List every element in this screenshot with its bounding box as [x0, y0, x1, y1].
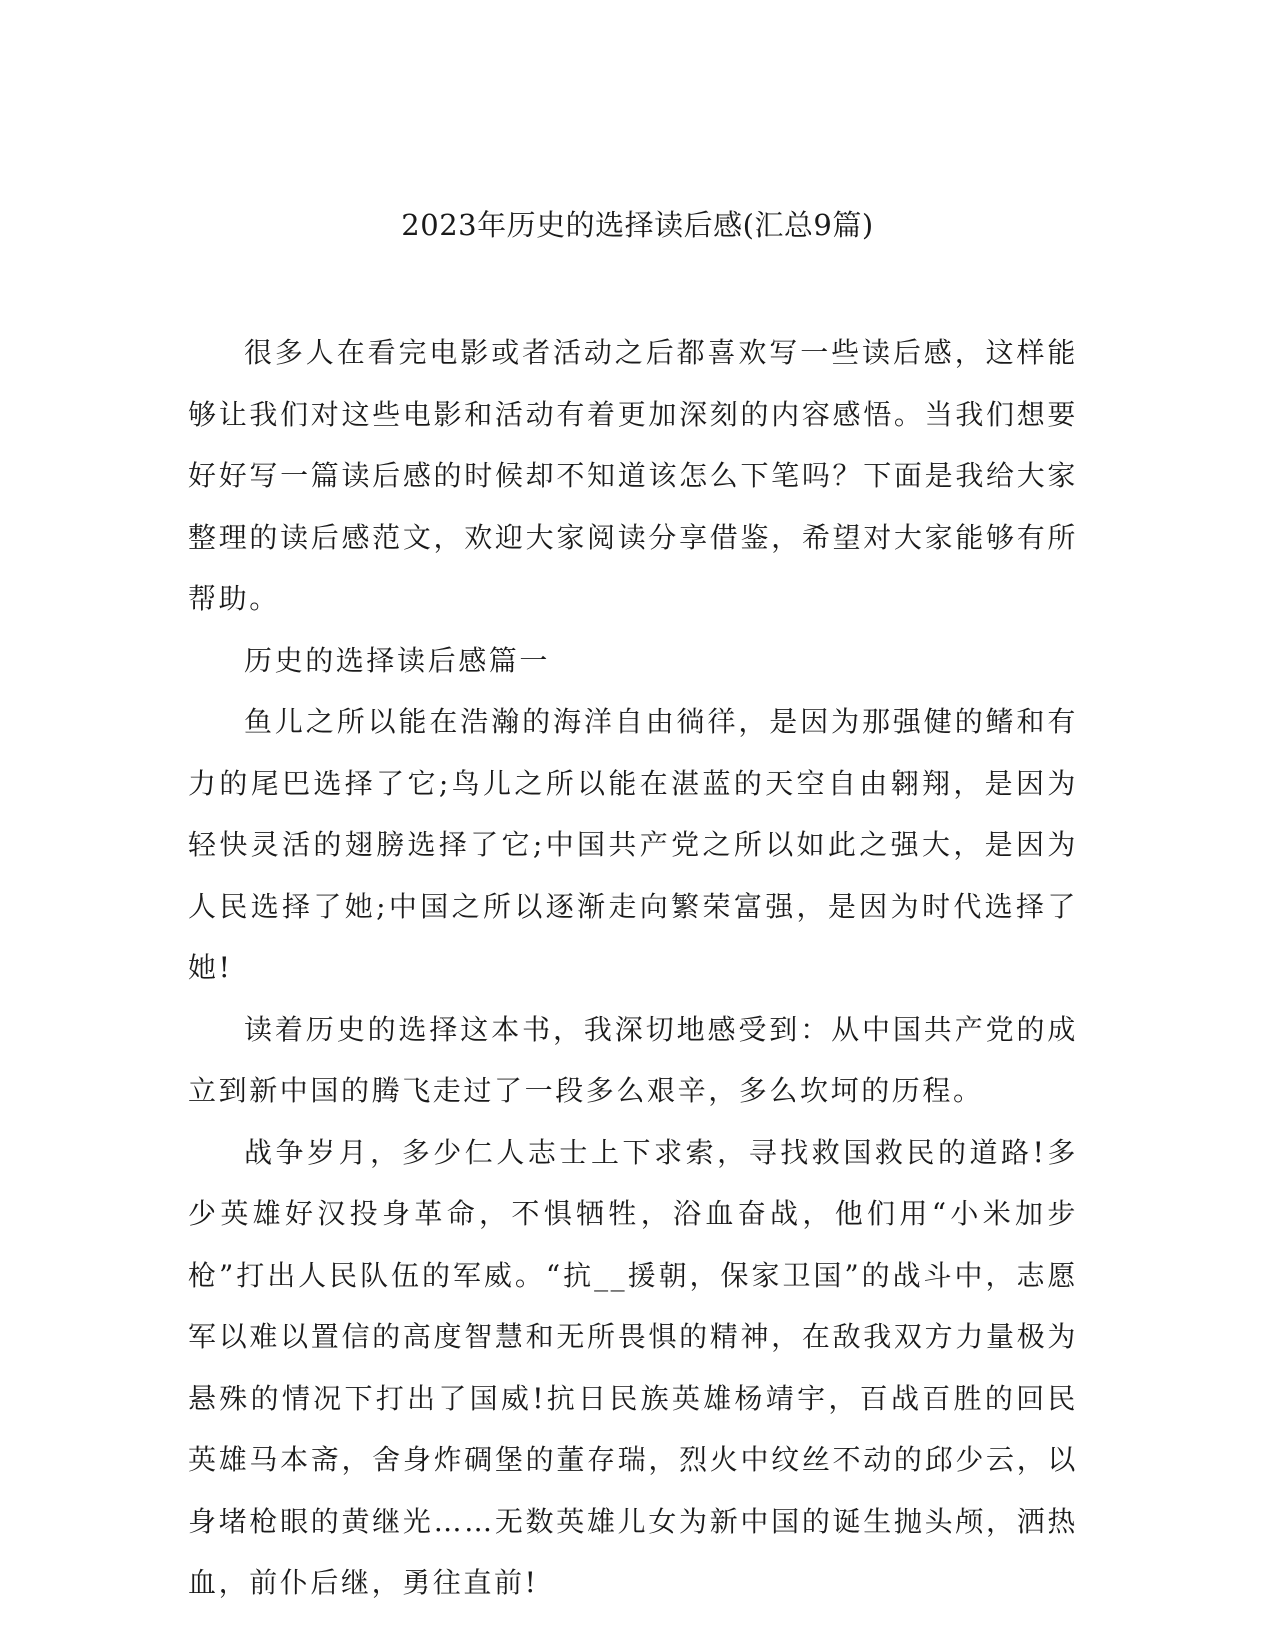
- body-paragraph: 鱼儿之所以能在浩瀚的海洋自由徜徉，是因为那强健的鳍和有力的尾巴选择了它;鸟儿之所以能在湛蓝的天空自由翱翔，是因为轻快灵活的翅膀选择了它;中国共产党之所以如此之强大，是因为人民选择了她;中国之所以逐渐走向繁荣富强，是因为时代选择了她!: [188, 705, 1078, 984]
- intro-paragraph: 很多人在看完电影或者活动之后都喜欢写一些读后感，这样能够让我们对这些电影和活动有着更加深刻的内容感悟。当我们想要好好写一篇读后感的时候却不知道该怎么下笔吗？下面是我给大家整理的读后感范文，欢迎大家阅读分享借鉴，希望对大家能够有所帮助。: [188, 336, 1078, 615]
- document-title: 2023年历史的选择读后感(汇总9篇): [401, 208, 874, 242]
- section-heading: 历史的选择读后感篇一: [244, 643, 551, 677]
- body-paragraph: 战争岁月，多少仁人志士上下求索，寻找救国救民的道路!多少英雄好汉投身革命，不惧牺牲，浴血奋战，他们用“小米加步枪”打出人民队伍的军威。“抗__援朝，保家卫国”的战斗中，志愿军以难以置信的高度智慧和无所畏惧的精神，在敌我双方力量极为悬殊的情况下打出了国威!抗日民族英雄杨靖宇，百战百胜的回民英雄马本斋，舍身炸碉堡的董存瑞，烈火中纹丝不动的邱少云，以身堵枪眼的黄继光……无数英雄儿女为新中国的诞生抛头颅，洒热血，前仆后继，勇往直前!: [188, 1135, 1078, 1599]
- document-body: [188, 322, 1078, 1614]
- body-paragraph: 读着历史的选择这本书，我深切地感受到：从中国共产党的成立到新中国的腾飞走过了一段多么艰辛，多么坎坷的历程。: [188, 1012, 1078, 1107]
